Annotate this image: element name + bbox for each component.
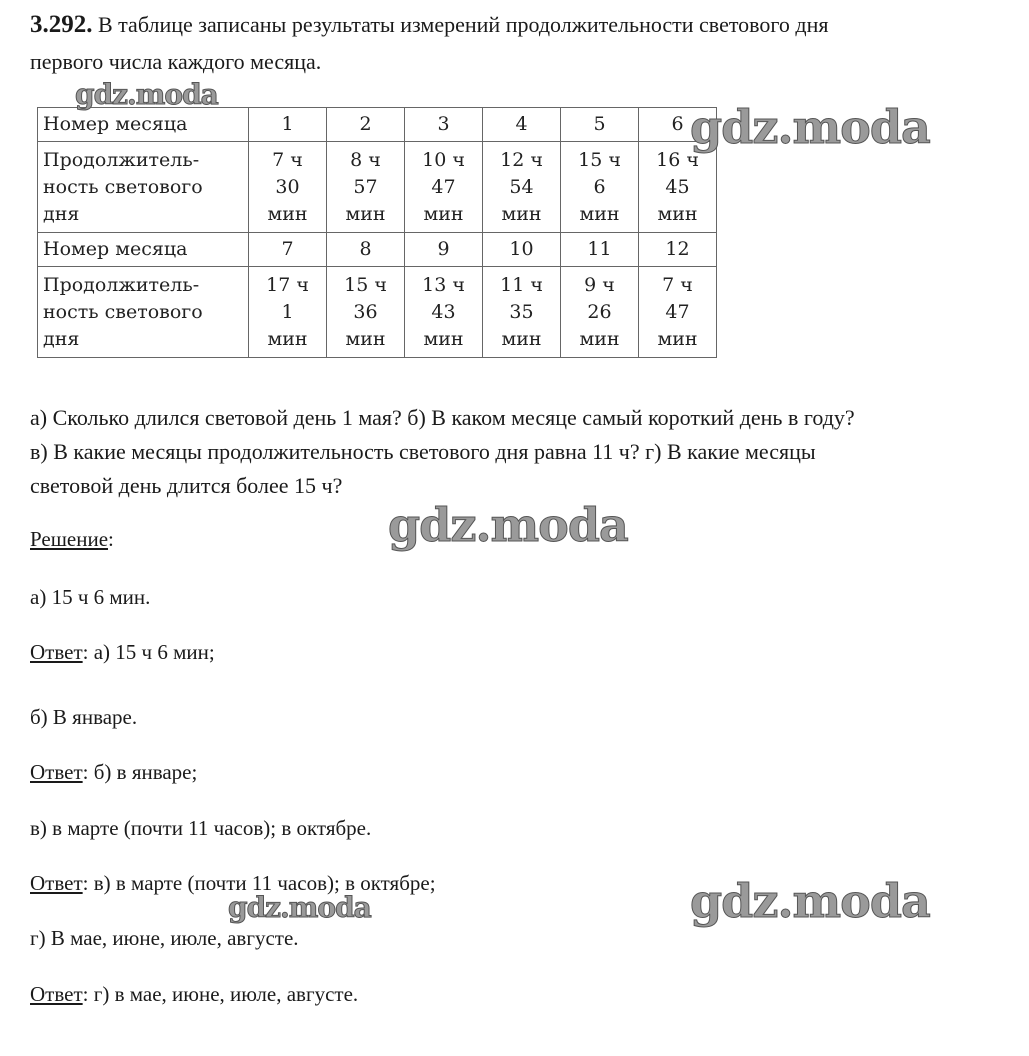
- question-line-2: в) В какие месяцы продолжительность светового дня равна 11 ч? г) В какие месяцы: [30, 439, 816, 464]
- answer-c: Ответ: в) в марте (почти 11 часов); в октябре;: [30, 871, 436, 895]
- watermark: gdz.moda: [228, 891, 371, 924]
- question-line-1: а) Сколько длился световой день 1 мая? б) В каком месяце самый короткий день в году?: [30, 405, 855, 430]
- watermark: gdz.moda: [690, 874, 930, 928]
- table-row: [38, 142, 717, 233]
- table-cell: 2: [327, 108, 405, 142]
- daylight-table: [37, 107, 717, 358]
- watermark: gdz.moda: [388, 498, 628, 552]
- watermark: gdz.moda: [75, 78, 218, 111]
- table-cell: 3: [405, 108, 483, 142]
- table-row: [38, 108, 717, 142]
- row-label: Номер месяца: [38, 233, 249, 267]
- table-row: [38, 233, 717, 267]
- table-cell: 1: [249, 108, 327, 142]
- table-cell: 16 ч 45 мин: [639, 142, 717, 233]
- table-cell: 9: [405, 233, 483, 267]
- question-line-3: световой день длится более 15 ч?: [30, 473, 343, 498]
- solution-c: в) в марте (почти 11 часов); в октябре.: [30, 816, 372, 840]
- table-cell: 13 ч 43 мин: [405, 267, 483, 358]
- row-label: Продолжитель- ность светового дня: [38, 142, 249, 233]
- table-cell: 12: [639, 233, 717, 267]
- table-cell: 11: [561, 233, 639, 267]
- answer-a: Ответ: а) 15 ч 6 мин;: [30, 640, 215, 664]
- table-cell: 10 ч 47 мин: [405, 142, 483, 233]
- table-cell: 7: [249, 233, 327, 267]
- table-cell: 7 ч 47 мин: [639, 267, 717, 358]
- solution-a: а) 15 ч 6 мин.: [30, 585, 151, 609]
- watermark: gdz.moda: [690, 100, 930, 154]
- table-cell: 8: [327, 233, 405, 267]
- table-cell: 9 ч 26 мин: [561, 267, 639, 358]
- problem-number: 3.292.: [30, 11, 93, 38]
- row-label: Номер месяца: [38, 108, 249, 142]
- answer-d: Ответ: г) в мае, июне, июле, августе.: [30, 982, 359, 1006]
- table-cell: 15 ч 36 мин: [327, 267, 405, 358]
- solution-d: г) В мае, июне, июле, августе.: [30, 926, 299, 950]
- table-cell: 11 ч 35 мин: [483, 267, 561, 358]
- table-cell: 10: [483, 233, 561, 267]
- table-cell: 6: [639, 108, 717, 142]
- problem-statement-line1: [30, 8, 828, 42]
- table-cell: 12 ч 54 мин: [483, 142, 561, 233]
- solution-heading: Решение:: [30, 527, 114, 551]
- table-cell: 17 ч 1 мин: [249, 267, 327, 358]
- table-cell: 7 ч 30 мин: [249, 142, 327, 233]
- solution-b: б) В январе.: [30, 705, 138, 729]
- problem-text-2: первого числа каждого месяца.: [30, 49, 322, 74]
- table-cell: 5: [561, 108, 639, 142]
- table-cell: 15 ч 6 мин: [561, 142, 639, 233]
- row-label: Продолжитель- ность светового дня: [38, 267, 249, 358]
- table-cell: 8 ч 57 мин: [327, 142, 405, 233]
- table-row: [38, 267, 717, 358]
- problem-text-1: В таблице записаны результаты измерений продолжительности светового дня: [98, 12, 829, 37]
- answer-b: Ответ: б) в январе;: [30, 760, 198, 784]
- table-cell: 4: [483, 108, 561, 142]
